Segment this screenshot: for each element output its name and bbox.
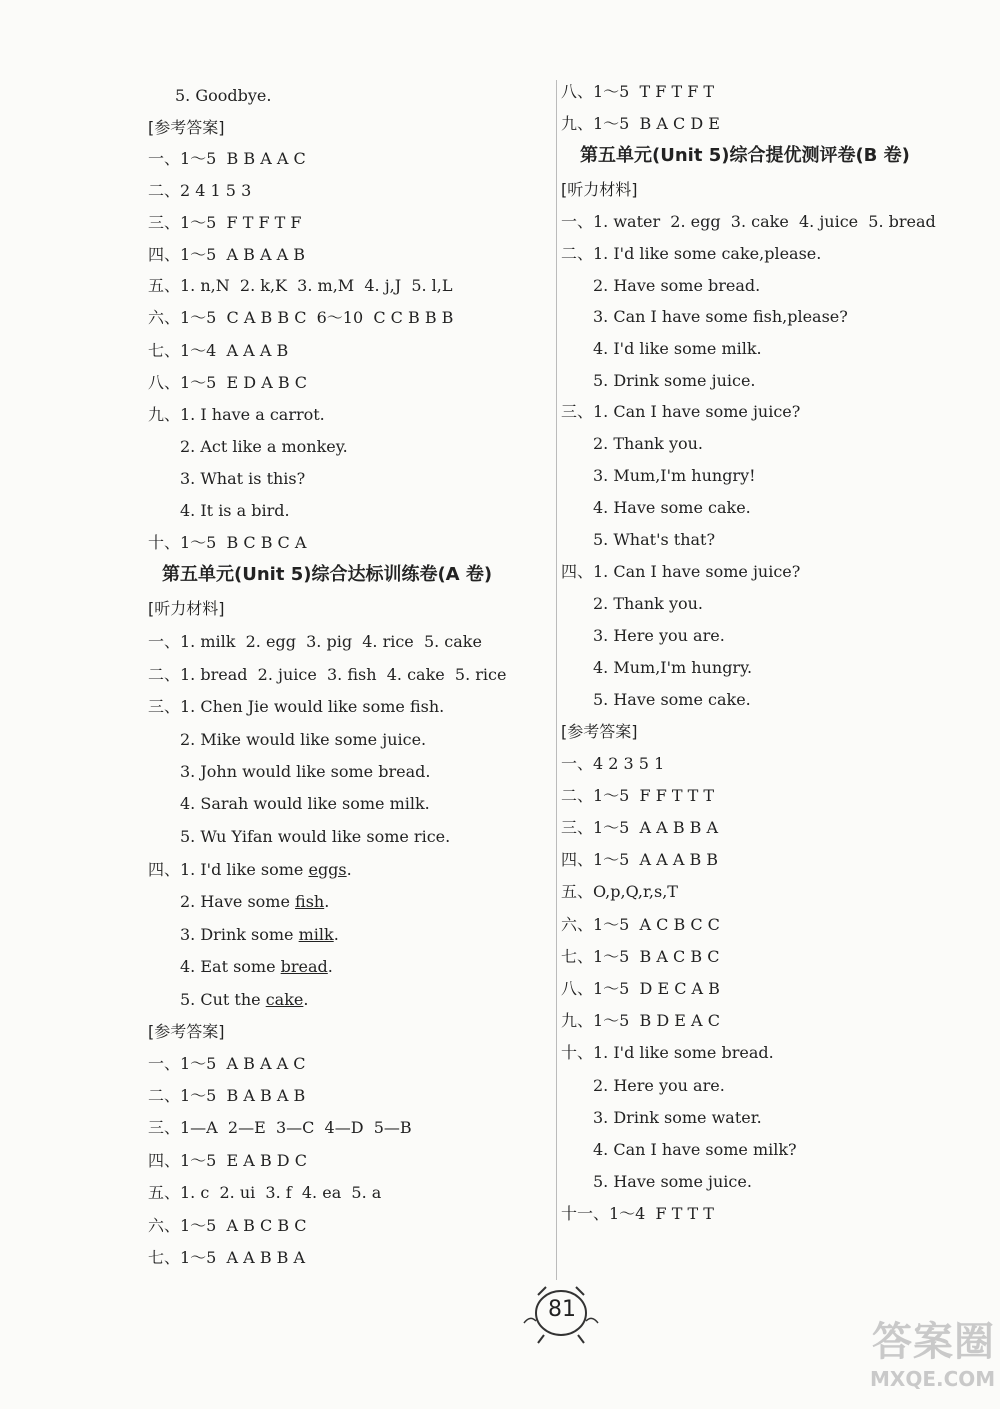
answer-line: 六、1～5 A C B C C bbox=[561, 915, 720, 934]
answer-line: 4. Can I have some milk? bbox=[593, 1140, 797, 1159]
answer-line: 3. What is this? bbox=[180, 469, 306, 488]
section-label: [参考答案] bbox=[148, 1022, 225, 1041]
answer-line: 3. Can I have some fish,please? bbox=[593, 307, 848, 326]
answer-line: 2. Here you are. bbox=[593, 1076, 725, 1095]
answer-line: 二、1～5 B A B A B bbox=[148, 1086, 306, 1105]
answer-line: 五、1. n,N 2. k,K 3. m,M 4. j,J 5. l,L bbox=[148, 276, 453, 295]
answer-line: 一、4 2 3 5 1 bbox=[561, 754, 665, 773]
answer-line: 2. Have some fish. bbox=[180, 892, 330, 911]
answer-line: 4. Eat some bread. bbox=[180, 957, 333, 976]
answer-line: 六、1～5 A B C B C bbox=[148, 1216, 307, 1235]
section-label: [听力材料] bbox=[148, 599, 225, 618]
answer-line: 四、1～5 E A B D C bbox=[148, 1151, 307, 1170]
answer-line: 一、1. milk 2. egg 3. pig 4. rice 5. cake bbox=[148, 632, 482, 651]
answer-line: 3. Drink some water. bbox=[593, 1108, 762, 1127]
answer-line: 三、1. Chen Jie would like some fish. bbox=[148, 697, 445, 716]
answer-line: 九、1. I have a carrot. bbox=[148, 405, 325, 424]
answer-line: 八、1～5 D E C A B bbox=[561, 979, 720, 998]
answer-line: 四、1～5 A B A A B bbox=[148, 245, 306, 264]
answer-line: 三、1～5 F T F T F bbox=[148, 213, 302, 232]
answer-line: 十、1～5 B C B C A bbox=[148, 533, 307, 552]
answer-line: 十一、1～4 F T T T bbox=[561, 1204, 714, 1223]
answer-line: 4. Mum,I'm hungry. bbox=[593, 658, 753, 677]
answer-line: 四、1. I'd like some eggs. bbox=[148, 860, 352, 879]
answer-line: 二、1～5 F F T T T bbox=[561, 786, 715, 805]
answer-line: 5. Drink some juice. bbox=[593, 371, 756, 390]
answer-line: 三、1—A 2—E 3—C 4—D 5—B bbox=[148, 1118, 412, 1137]
answer-line: 4. I'd like some milk. bbox=[593, 339, 762, 358]
answer-line: 2. Have some bread. bbox=[593, 276, 761, 295]
answer-line: 5. Cut the cake. bbox=[180, 990, 309, 1009]
answer-line: 九、1～5 B D E A C bbox=[561, 1011, 720, 1030]
watermark-logo bbox=[870, 1310, 995, 1405]
answer-line: 5. Have some cake. bbox=[593, 690, 751, 709]
answer-line: 5. What's that? bbox=[593, 530, 716, 549]
answer-line: 九、1～5 B A C D E bbox=[561, 114, 720, 133]
answer-line: 十、1. I'd like some bread. bbox=[561, 1043, 774, 1062]
answer-line: 一、1～5 B B A A C bbox=[148, 149, 306, 168]
answer-line: 2. Thank you. bbox=[593, 434, 704, 453]
answer-line: 3. John would like some bread. bbox=[180, 762, 431, 781]
answer-line: 3. Mum,I'm hungry! bbox=[593, 466, 756, 485]
column-divider bbox=[556, 80, 557, 1280]
answer-line: 3. Here you are. bbox=[593, 626, 725, 645]
answer-line: 3. Drink some milk. bbox=[180, 925, 339, 944]
section-label: [听力材料] bbox=[561, 180, 638, 199]
answer-line: 三、1～5 A A B B A bbox=[561, 818, 719, 837]
section-title: 第五单元(Unit 5)综合达标训练卷(A 卷) bbox=[162, 564, 493, 585]
answer-line: 七、1～5 B A C B C bbox=[561, 947, 720, 966]
answer-line: 三、1. Can I have some juice? bbox=[561, 402, 801, 421]
page-number: 81 bbox=[548, 1297, 576, 1322]
answer-line: 4. Have some cake. bbox=[593, 498, 751, 517]
answer-line: 四、1. Can I have some juice? bbox=[561, 562, 801, 581]
watermark-en: MXQE.COM bbox=[870, 1367, 996, 1391]
answer-line: 六、1～5 C A B B C 6～10 C C B B B bbox=[148, 308, 454, 327]
section-label: [参考答案] bbox=[561, 722, 638, 741]
answer-line: 5. Have some juice. bbox=[593, 1172, 752, 1191]
answer-line: 2. Act like a monkey. bbox=[180, 437, 348, 456]
answer-line: 一、1. water 2. egg 3. cake 4. juice 5. bread bbox=[561, 212, 936, 231]
section-label: [参考答案] bbox=[148, 118, 225, 137]
answer-line: 八、1～5 E D A B C bbox=[148, 373, 307, 392]
answer-line: 2. Thank you. bbox=[593, 594, 704, 613]
answer-line: 5. Goodbye. bbox=[175, 86, 272, 105]
answer-line: 二、1. I'd like some cake,please. bbox=[561, 244, 822, 263]
answer-line: 四、1～5 A A A B B bbox=[561, 850, 719, 869]
answer-line: 五、O,p,Q,r,s,T bbox=[561, 882, 678, 901]
answer-line: 二、2 4 1 5 3 bbox=[148, 181, 252, 200]
answer-line: 2. Mike would like some juice. bbox=[180, 730, 427, 749]
answer-line: 4. Sarah would like some milk. bbox=[180, 794, 430, 813]
answer-line: 八、1～5 T F T F T bbox=[561, 82, 715, 101]
answer-line: 5. Wu Yifan would like some rice. bbox=[180, 827, 451, 846]
section-title: 第五单元(Unit 5)综合提优测评卷(B 卷) bbox=[580, 145, 910, 166]
answer-line: 七、1～4 A A A B bbox=[148, 341, 289, 360]
answer-line: 七、1～5 A A B B A bbox=[148, 1248, 306, 1267]
answer-line: 五、1. c 2. ui 3. f 4. ea 5. a bbox=[148, 1183, 382, 1202]
watermark-cn: 答案圈 bbox=[872, 1319, 995, 1365]
answer-line: 一、1～5 A B A A C bbox=[148, 1054, 306, 1073]
answer-line: 4. It is a bird. bbox=[180, 501, 290, 520]
answer-line: 二、1. bread 2. juice 3. fish 4. cake 5. rice bbox=[148, 665, 507, 684]
